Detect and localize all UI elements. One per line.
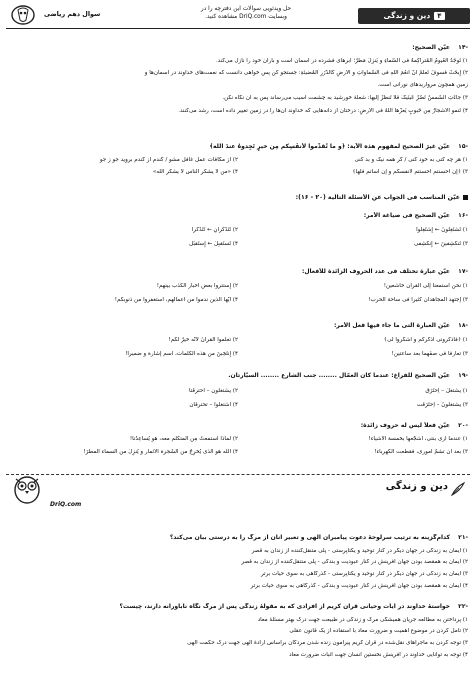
option-2[interactable]: ۲) ایمان به همقصد بودن جهان آفرینش در کنار عبودیت و بندگی - پلی متنقل‌کننده از زندان به قصر xyxy=(241,559,468,566)
grade-label: سوال دهم ریاضی xyxy=(44,10,101,18)
question-number: -۱۷ xyxy=(458,268,468,275)
option-4[interactable]: ۴) اشتغلوا – تحترقان xyxy=(189,402,238,409)
question-19 xyxy=(8,372,468,409)
question-number: -۱۸ xyxy=(458,322,468,329)
option-3[interactable]: ۳) تَنکَشِفینَ ← إِنکَشِفی xyxy=(413,241,468,248)
question-header xyxy=(8,268,468,276)
page-header xyxy=(6,6,470,29)
feather-pen-icon xyxy=(450,481,466,497)
question-header xyxy=(8,212,468,220)
option-4[interactable]: ۴) أیّها الّذین ندموا من أعمالهم، استغفروا من ذنوبکم! xyxy=(114,297,238,304)
website-notice xyxy=(156,6,336,22)
option-1[interactable]: ۱) ﴿فاذکرونی أذکرکم و اشکروا لی﴾ xyxy=(383,336,468,343)
section-title: دین و زندگی xyxy=(385,481,448,492)
option-3[interactable]: ۳) جاءَتِ الشَّمسُ تَضُرُّ عَینَیکَ فَلا تَنظُرْ إلیها: شعلهٔ خورشید به چشمت آسیب می‌رساند پس به آن نگاه نکن. xyxy=(222,95,468,102)
section-divider xyxy=(6,474,470,511)
question-text: عیّن عبارة تختلف فی عدد الحروف الزائدة للأفعال: xyxy=(301,268,450,275)
option-4[interactable]: ۴) تَنمو الأشجارُ مِن حَبوبٍ یَعزُّها اللهُ فی الأرضِ: درختان از دانه‌هایی که خداوند آن‌ها را در زمین تغییر داده است، رشد می‌کنند. xyxy=(178,108,468,115)
question-number: -۲۱ xyxy=(458,534,468,541)
driq-logo-icon xyxy=(10,4,36,26)
option-2[interactable]: ۲) إِبحَثْ فَسوفَ تَعلَمُ أنَّ أَنعُمَ اللهِ فی السَّماواتِ و الأرضِ کالدُّرَرِ المُضیئَةِ: جستجو کن پس خواهی دانست که نعمت‌های خداوند در آسمان‌ها و xyxy=(144,70,468,77)
option-2-cont: زمین همچون مرواریدهای نورانی است. xyxy=(377,82,468,89)
question-number: -۲۲ xyxy=(458,603,468,610)
option-3[interactable]: ۳) توجه کردن به ماجراهای نقل‌شده در قرآن کریم پیرامون زنده شدن مردگان براساس ارادهٔ الهی جهت درک حکمت الهی xyxy=(187,640,468,647)
option-1[interactable]: ۱) نحن استمعنا إلی القرآن خاشعین! xyxy=(383,282,468,289)
question-header xyxy=(8,422,468,430)
option-3[interactable]: ۳) ﴿إن أحسنتم أحسنتم لأنفسکم و إن أسأتم فلها﴾ xyxy=(352,169,468,176)
question-21 xyxy=(8,534,468,590)
question-header xyxy=(8,322,468,330)
option-3[interactable]: ۳) تعارفا فی صفّهما بعد ساعتین! xyxy=(391,351,468,358)
option-2[interactable]: ۲) لماذا استمعتُ مِن المتکلّم معه، هو یُساعِدُنا! xyxy=(129,435,238,442)
option-1[interactable]: ۱) تَشتَغِلونَ ← إِشتَغِلوا xyxy=(416,226,468,233)
question-number: -۱۵ xyxy=(458,143,468,150)
subject-badge xyxy=(358,8,470,24)
question-text: عیّن العبارة الّتی ما جاء فیها فعل الأمر: xyxy=(333,322,450,329)
option-1[interactable]: ۱) تَوجَدُ الغُیومُ المُتراکِمةُ فی السَّماءِ و یَنزِلُ مَطَرٌ؛ ابرهای فشرده در آسمان است و باران خود را نازل می‌کند. xyxy=(215,57,468,64)
option-4[interactable]: ۴) الله هو الّذی یُخرِجُ من الشّجرة الأثمار و یُنزِلُ من السماء المطرَ! xyxy=(83,449,238,456)
question-15 xyxy=(8,143,468,176)
question-20 xyxy=(8,422,468,456)
section-heading xyxy=(8,194,468,202)
option-4[interactable]: ۴) إِنتَخِبنَ من هذه الکلمات، اسم إشارة و ضمیراً! xyxy=(125,351,238,358)
option-1[interactable]: ۱) یشتغلُ – اِحتَرَق xyxy=(425,387,468,394)
option-2[interactable]: ۲) إِستتروا بعض أخبار الکذب بینهم! xyxy=(156,282,238,289)
question-16 xyxy=(8,212,468,248)
option-3[interactable]: ۳) یشتغلونَ – اِحتَرَقَت xyxy=(416,402,468,409)
site-label: DriQ.com xyxy=(50,501,82,508)
option-4[interactable]: ۴) توجه به توانایی خداوند در آفرینش نخستین انسان جهت اثبات ضرورت معاد xyxy=(289,652,468,659)
question-text: عیّن الصحیح: xyxy=(412,44,450,51)
square-bullet-icon xyxy=(463,195,468,200)
option-4[interactable]: ۴) «من لا یشکر الناس لا یشکر الله» xyxy=(152,169,238,176)
question-text: کدام‌گزینه به ترتیب سرلوحهٔ دعوت پیامبران الهی و تعبیر آنان از مرگ را به درستی بیان می‌کند؟ xyxy=(169,534,450,541)
question-text: عیّن الصحیح فی صیاغة الأمر: xyxy=(363,212,450,219)
option-4[interactable]: ۴) ایمان به همقصد بودن جهان آفرینش در کنار عبودیت و بندگی - گذرگاهی به سوی حیات برتر xyxy=(250,583,468,590)
option-2[interactable]: ۲) یشتغلون – احترقَتا xyxy=(189,387,238,394)
question-header xyxy=(8,372,468,380)
question-number: -۱۶ xyxy=(458,212,468,219)
question-22 xyxy=(8,603,468,659)
notice-line-2: وبسایت DriQ.com مشاهده کنید. xyxy=(205,13,287,20)
question-text: عیّن فعلاً لیس له حروف زائدة: xyxy=(360,422,450,429)
option-1[interactable]: ۱) ایمان به زندگی در جهان دیگر در کنار توحید و یکتاپرستی - پلی متنقل‌کننده از زندان به قصر xyxy=(251,547,468,554)
option-4[interactable]: ۴) تَستَقبِلُ ← إِستَقبَلْ xyxy=(189,241,238,248)
notice-line-1: حل ویدئویی سوالات این دفترچه را در xyxy=(200,6,292,12)
section-heading-text: عیّن المناسب فی الجواب عن الأسئلة التالیة (۲۰ - ۱۶): xyxy=(295,194,460,201)
question-header xyxy=(8,44,468,52)
option-1[interactable]: ۱) عندما أری بنتی، أشجّعها بخمسة الأشیاء! xyxy=(368,435,468,442)
question-17 xyxy=(8,268,468,304)
question-number: -۲۰ xyxy=(458,422,468,429)
question-header xyxy=(8,143,468,151)
subject-title: دین و زندگی xyxy=(383,11,431,21)
option-3[interactable]: ۳) بعد أن تشمّ أموری، فقطعت الکهرباء! xyxy=(374,449,468,456)
option-1[interactable]: ۱) پرداختن به مطالعه جریان همیشگی مرگ و زندگی در طبیعت جهت درک بهتر مسئلهٔ معاد xyxy=(257,616,468,623)
question-header xyxy=(8,534,468,542)
question-number: -۱۴ xyxy=(458,44,468,51)
option-1[interactable]: ۱) هر چه کنی به خود کنی / گر همه نیک و بد کنی xyxy=(354,156,468,163)
question-18 xyxy=(8,322,468,358)
option-2[interactable]: ۲) از مکافات عمل غافل مشو / گندم از گندم بروید جو ز جو xyxy=(99,156,238,163)
option-2[interactable]: ۲) تعلّموا القرآنَ لأنّه خیرٌ لکم! xyxy=(168,336,238,343)
question-text: عیّن الصحیح للفراغ: عندما کان العمّال ........ جنب الشارع ........ السیّارتان. xyxy=(228,372,450,379)
owl-mascot-icon xyxy=(10,471,44,505)
option-2[interactable]: ۲) تأمل کردن در موضوع اهمیت و ضرورت معاد با استفاده از یک قانون عقلی xyxy=(289,628,468,635)
question-header xyxy=(8,603,468,611)
question-14 xyxy=(8,44,468,115)
question-text: خواستهٔ خداوند در آیات وحیانی قرآن کریم از افرادی که به مقولهٔ زندگی پس از مرگ نگاه ناباورانه دارند، چیست؟ xyxy=(119,603,450,610)
question-number: -۱۹ xyxy=(458,372,468,379)
option-3[interactable]: ۳) ایمان به زندگی در جهان دیگر در کنار توحید و یکتاپرستی - گذرگاهی به سوی حیات برتر xyxy=(260,571,468,578)
page-number: ۴ xyxy=(434,12,444,21)
option-3[interactable]: ۳) إجتهد المجاهدان کثیراً فی ساحة الحرب! xyxy=(368,297,468,304)
option-2[interactable]: ۲) تَتَذَکَّرانِ ← تَتَذَکَّرا xyxy=(191,226,238,233)
question-text: عیّن غیرَ الصحیح لمفهوم هذه الآیة: ﴿و ما تُقدِّموا لأنفُسِکم مِن خیرٍ تَجِدوهُ عندَ الله﴾ xyxy=(209,143,450,150)
